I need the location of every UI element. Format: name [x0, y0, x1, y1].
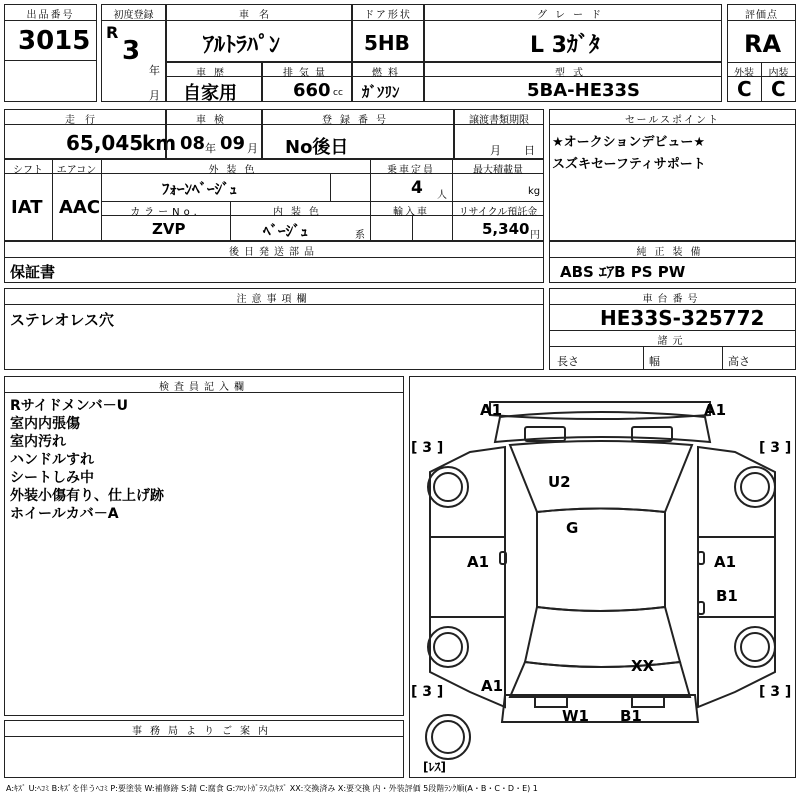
- recycle-fee: 5,340: [482, 220, 530, 238]
- mark-glass: G: [566, 519, 579, 537]
- inspector-line-3: 室内汚れ: [10, 434, 66, 450]
- inspector-line-2: 室内内張傷: [10, 416, 80, 432]
- inspection-month-unit: 月: [247, 142, 258, 155]
- max-load-unit: kg: [528, 186, 541, 197]
- fuel: ｶﾞｿﾘﾝ: [362, 83, 400, 101]
- tire-rear-right: [ 3 ]: [759, 684, 792, 700]
- sales-point-2: スズキセーフティサポート: [552, 157, 706, 172]
- equipment-label: 純正装備: [636, 247, 709, 258]
- score: RA: [744, 30, 782, 58]
- later-parts-label: 後日発送部品: [229, 247, 319, 258]
- history-label: 車歴: [196, 68, 232, 79]
- car-name-label: 車名: [239, 10, 279, 21]
- inspector-line-7: ホイールカバ－A: [10, 506, 119, 522]
- recycle-label: リサイクル預託金: [458, 207, 538, 218]
- transfer-label: 譲渡書類期限: [469, 115, 529, 126]
- ac: AAC: [59, 197, 101, 218]
- int-color: ﾍﾞｰｼﾞｭ: [263, 222, 309, 240]
- displacement-unit: cc: [333, 88, 343, 98]
- inspector-line-1: Rサイドメンバ－U: [10, 398, 129, 414]
- mileage-unit: km: [142, 131, 177, 155]
- length-label: 長さ: [557, 355, 579, 368]
- later-parts: 保証書: [10, 263, 56, 281]
- grade: L 3ｶﾞﾀ: [530, 33, 600, 58]
- int-score: C: [771, 77, 786, 101]
- notes: ステレオレス穴: [10, 311, 114, 329]
- transfer-month: 月: [490, 144, 501, 157]
- reg-number-label: 登録番号: [322, 115, 394, 126]
- tire-front-left: [ 3 ]: [411, 440, 444, 456]
- car-outline-diagram: [410, 377, 795, 777]
- mileage-label: 走行: [65, 115, 105, 126]
- car-name: ｱﾙﾄﾗﾊﾟﾝ: [203, 33, 281, 58]
- ext-color-label: 外装色: [208, 165, 263, 176]
- tire-front-right: [ 3 ]: [759, 440, 792, 456]
- first-registration-label: 初度登録: [113, 10, 154, 21]
- score-label: 評価点: [745, 10, 778, 21]
- ext-label: 外装: [734, 68, 754, 79]
- sales-point-label: セールスポイント: [624, 115, 721, 126]
- spare-tire: [ﾚｽ]: [423, 760, 446, 774]
- seats-label: 乗車定員: [387, 165, 435, 176]
- shift-label: シフト: [13, 165, 43, 176]
- notes-label: 注意事項欄: [236, 294, 312, 305]
- tire-rear-left: [ 3 ]: [411, 684, 444, 700]
- office-label: 事務局よりご案内: [132, 726, 276, 737]
- int-label: 内装: [768, 68, 789, 79]
- reg-number: No後日: [285, 137, 349, 158]
- recycle-unit: 円: [530, 230, 540, 241]
- sales-point-box: [549, 109, 796, 241]
- inspection-month: 09: [220, 133, 246, 154]
- mileage: 65,045: [66, 131, 144, 155]
- lot-number: 3015: [18, 26, 91, 56]
- import-label: 輸入車: [393, 207, 429, 218]
- int-color-label: 内装色: [273, 207, 327, 218]
- inspection-label: 車検: [196, 115, 232, 126]
- model-code: 5BA-HE33S: [527, 80, 641, 101]
- color-no-label: カラーNo.: [130, 207, 201, 218]
- mark-front-left: A1: [480, 401, 503, 419]
- mark-rear-b1: B1: [620, 707, 642, 725]
- ext-score: C: [737, 77, 752, 101]
- mark-rear-area: XX: [631, 657, 655, 675]
- door-label: ドア形状: [364, 10, 412, 21]
- equipment: ABS ｴｱB PS PW: [560, 263, 686, 281]
- lot-label: 出品番号: [26, 10, 75, 21]
- displacement: 660: [293, 80, 331, 101]
- sales-point-1: ★オークションデビュー★: [552, 135, 706, 150]
- chassis-number: HE33S-325772: [600, 306, 765, 330]
- legend: A:ｷｽﾞ U:ﾍｺﾐ B:ｷｽﾞを伴うﾍｺﾐ P:要塗装 W:補修跡 S:錆 C:腐食 G:ﾌﾛﾝﾄｶﾞﾗｽ点ｷｽﾞ XX:交換済み X:要交換 内・外装評価 5段階ﾗﾝｸ順(A・B・C・D・E) 1: [6, 784, 538, 793]
- height-label: 高さ: [728, 355, 750, 368]
- mark-rear-w1: W1: [562, 707, 589, 725]
- seats: 4: [411, 178, 423, 198]
- inspection-year: 08: [180, 133, 206, 154]
- inspector-line-6: 外装小傷有り、仕上げ跡: [10, 488, 164, 504]
- history: 自家用: [183, 83, 237, 104]
- seats-unit: 人: [437, 190, 447, 201]
- inspector-line-5: シートしみ中: [10, 470, 94, 486]
- transfer-day: 日: [524, 144, 535, 157]
- shift: IAT: [11, 197, 43, 218]
- door-type: 5HB: [364, 31, 410, 55]
- int-color-unit: 系: [355, 230, 365, 241]
- registration-year: 3: [122, 36, 141, 66]
- inspector-label: 検査員記入欄: [159, 382, 249, 393]
- color-no: ZVP: [152, 220, 186, 238]
- fuel-label: 燃料: [372, 68, 404, 79]
- year-unit: 年: [149, 64, 160, 77]
- ac-label: エアコン: [56, 165, 97, 176]
- mark-left-mid: A1: [467, 553, 490, 571]
- month-unit: 月: [149, 89, 160, 102]
- width-label: 幅: [649, 355, 660, 368]
- chassis-label: 車台番号: [642, 294, 703, 305]
- displacement-label: 排気量: [283, 68, 331, 79]
- grade-label: グレード: [537, 10, 609, 21]
- inspection-year-unit: 年: [205, 142, 216, 155]
- mark-right-mid: A1: [714, 553, 737, 571]
- mark-front-right: A1: [704, 401, 727, 419]
- dims-label: 諸元: [657, 336, 688, 347]
- car-diagram: [409, 376, 796, 778]
- mark-roof: U2: [548, 473, 571, 491]
- ext-color: ﾌｫｰﾝﾍﾞｰｼﾞｭ: [162, 180, 238, 198]
- model-label: 型式: [555, 68, 591, 79]
- max-load-label: 最大積載量: [473, 165, 523, 176]
- registration-era: R: [106, 23, 119, 42]
- mark-right-rear: B1: [716, 587, 738, 605]
- mark-left-rear: A1: [481, 677, 504, 695]
- inspector-line-4: ハンドルすれ: [10, 452, 94, 468]
